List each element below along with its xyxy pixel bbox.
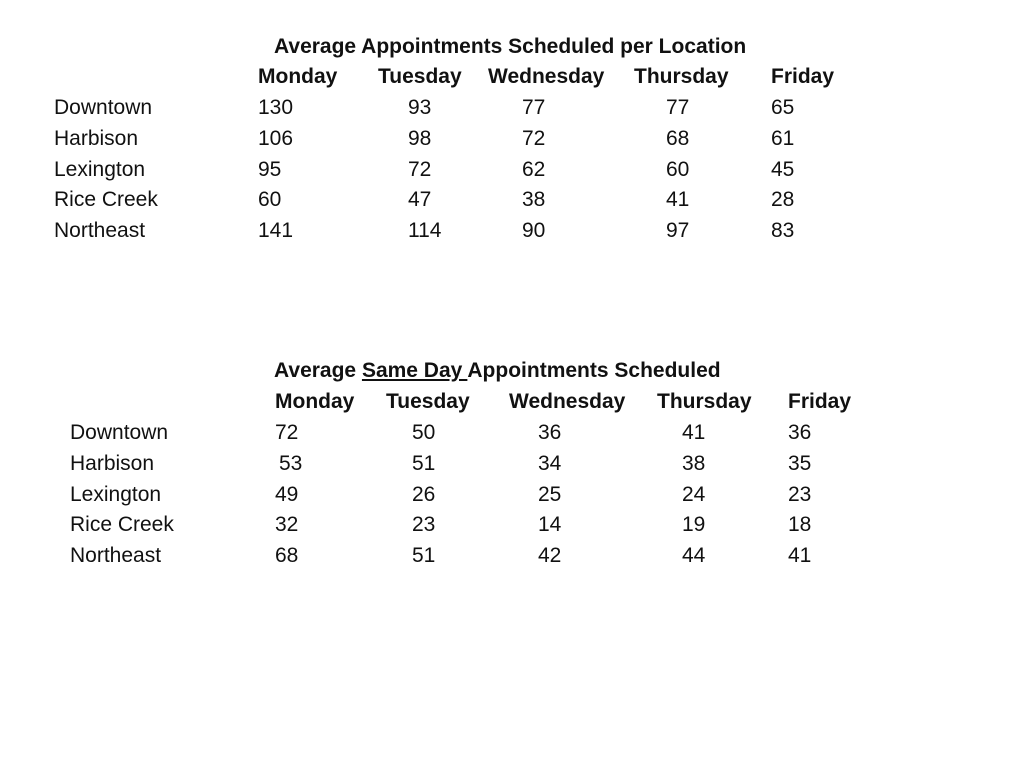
cell-value: 62 bbox=[522, 158, 546, 181]
column-header-thursday: Thursday bbox=[634, 65, 729, 88]
cell-value: 72 bbox=[408, 158, 432, 181]
column-header-tuesday: Tuesday bbox=[386, 390, 470, 413]
cell-value: 44 bbox=[682, 544, 706, 567]
column-header-friday: Friday bbox=[788, 390, 852, 413]
cell-value: 41 bbox=[682, 421, 706, 444]
cell-value: 45 bbox=[771, 158, 795, 181]
row-label: Northeast bbox=[70, 544, 162, 567]
cell-value: 36 bbox=[788, 421, 812, 444]
cell-value: 77 bbox=[666, 96, 690, 119]
cell-value: 32 bbox=[275, 513, 299, 536]
row-label: Downtown bbox=[70, 421, 169, 444]
cell-value: 38 bbox=[522, 188, 546, 211]
cell-value: 95 bbox=[258, 158, 282, 181]
cell-value: 68 bbox=[275, 544, 299, 567]
cell-value: 90 bbox=[522, 219, 546, 242]
column-header-monday: Monday bbox=[275, 390, 355, 413]
cell-value: 28 bbox=[771, 188, 795, 211]
cell-value: 50 bbox=[412, 421, 436, 444]
cell-value: 35 bbox=[788, 452, 812, 475]
row-label: Lexington bbox=[54, 158, 146, 181]
column-header-wednesday: Wednesday bbox=[509, 390, 626, 413]
row-label: Harbison bbox=[54, 127, 139, 150]
cell-value: 72 bbox=[522, 127, 546, 150]
table-title: Average Appointments Scheduled per Location bbox=[274, 35, 747, 58]
cell-value: 51 bbox=[412, 452, 436, 475]
cell-value: 51 bbox=[412, 544, 436, 567]
cell-value: 38 bbox=[682, 452, 706, 475]
cell-value: 14 bbox=[538, 513, 562, 536]
cell-value: 106 bbox=[258, 127, 294, 150]
cell-value: 68 bbox=[666, 127, 690, 150]
cell-value: 49 bbox=[275, 483, 299, 506]
cell-value: 60 bbox=[258, 188, 282, 211]
cell-value: 42 bbox=[538, 544, 562, 567]
cell-value: 65 bbox=[771, 96, 795, 119]
cell-value: 97 bbox=[666, 219, 690, 242]
cell-value: 72 bbox=[275, 421, 299, 444]
cell-value: 18 bbox=[788, 513, 812, 536]
cell-value: 36 bbox=[538, 421, 562, 444]
row-label: Lexington bbox=[70, 483, 162, 506]
cell-value: 141 bbox=[258, 219, 294, 242]
cell-value: 114 bbox=[408, 219, 442, 242]
cell-value: 61 bbox=[771, 127, 795, 150]
table-title bbox=[274, 358, 721, 384]
cell-value: 47 bbox=[408, 188, 432, 211]
column-header-tuesday: Tuesday bbox=[378, 65, 462, 88]
cell-value: 53 bbox=[279, 452, 303, 475]
row-label: Rice Creek bbox=[54, 188, 158, 211]
cell-value: 25 bbox=[538, 483, 562, 506]
cell-value: 41 bbox=[666, 188, 690, 211]
column-header-monday: Monday bbox=[258, 65, 338, 88]
column-header-thursday: Thursday bbox=[657, 390, 752, 413]
cell-value: 23 bbox=[788, 483, 812, 506]
cell-value: 93 bbox=[408, 96, 432, 119]
row-label: Downtown bbox=[54, 96, 153, 119]
title-suffix: Appointments Scheduled bbox=[467, 359, 721, 382]
row-label: Northeast bbox=[54, 219, 146, 242]
cell-value: 83 bbox=[771, 219, 795, 242]
cell-value: 19 bbox=[682, 513, 706, 536]
cell-value: 41 bbox=[788, 544, 812, 567]
cell-value: 24 bbox=[682, 483, 706, 506]
cell-value: 23 bbox=[412, 513, 436, 536]
row-label: Rice Creek bbox=[70, 513, 174, 536]
row-label: Harbison bbox=[70, 452, 155, 475]
cell-value: 26 bbox=[412, 483, 436, 506]
cell-value: 98 bbox=[408, 127, 432, 150]
cell-value: 130 bbox=[258, 96, 294, 119]
column-header-wednesday: Wednesday bbox=[488, 65, 605, 88]
title-prefix: Average bbox=[274, 359, 362, 382]
column-header-friday: Friday bbox=[771, 65, 835, 88]
cell-value: 60 bbox=[666, 158, 690, 181]
cell-value: 77 bbox=[522, 96, 546, 119]
cell-value: 34 bbox=[538, 452, 562, 475]
title-emphasis: Same Day bbox=[361, 359, 468, 382]
